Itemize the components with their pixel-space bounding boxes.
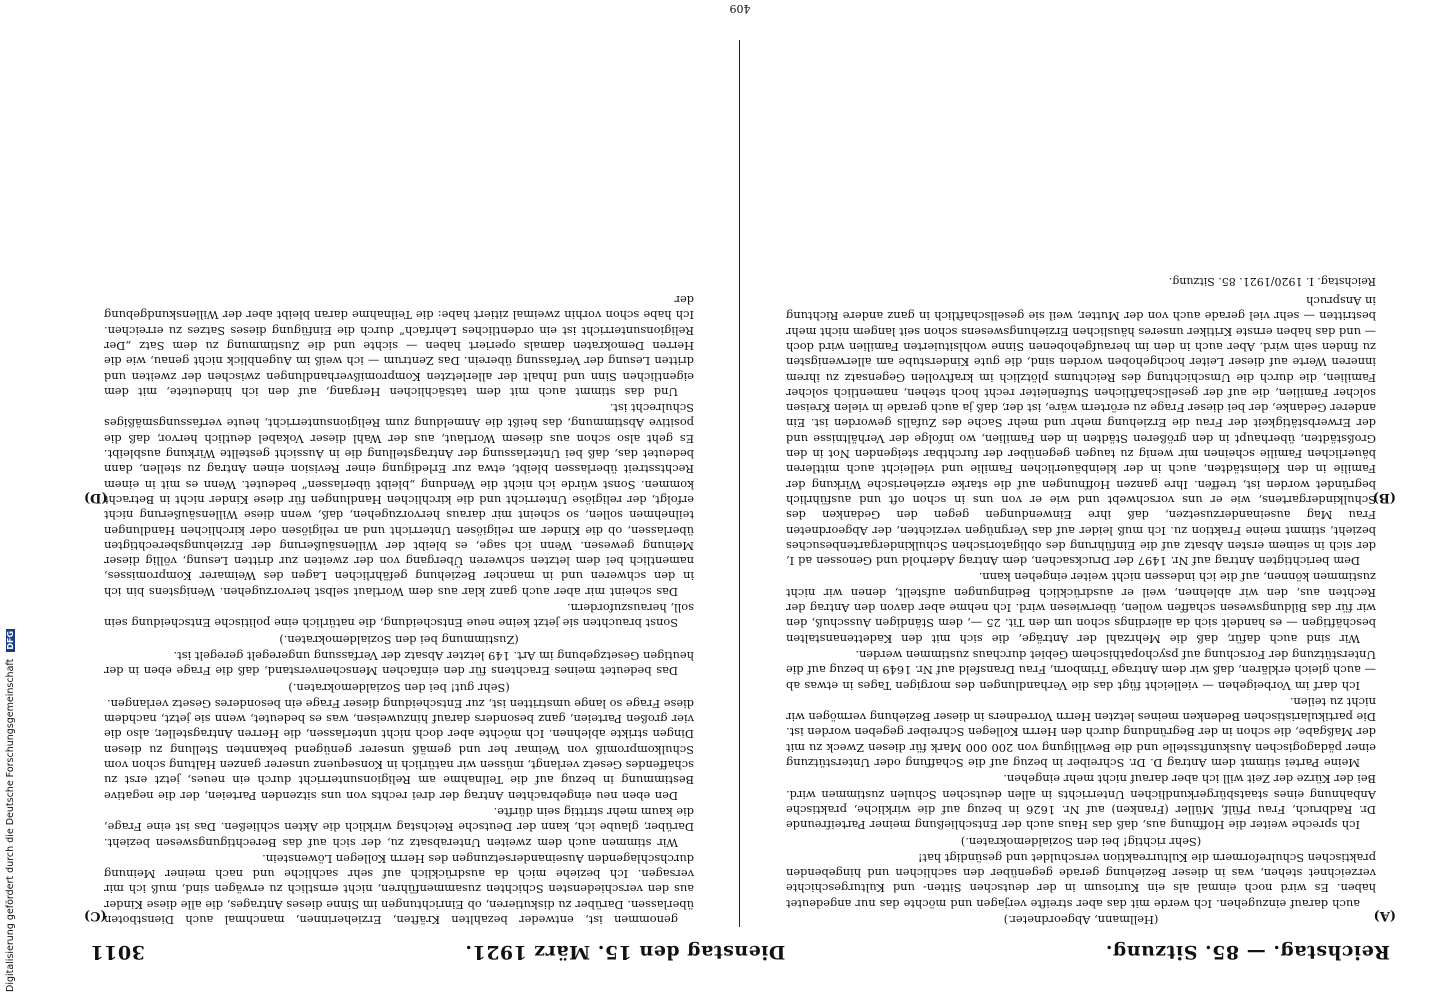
paragraph: genommen ist, entweder bezahlten Kräften, Erzieherinnen, manchmal auch Dienstboten überlassen. Darüber zu diskutieren, ob Einrichtungen im Sinne dieses Antrages, die alle diese Kinder aus den verschiedensten Schichten zusammenführen, nicht ernstlich zu erwägen sind, muß ich mir versagen. Ich beziehe mich da ausdrücklich auf sehr sachliche und nach meiner Meinung durchschlagenden Auseinandersetzungen des Herrn Kollegen Löwenstein. [104, 851, 694, 927]
marker-c: (C) [84, 908, 107, 923]
paragraph: auch darauf einzugehen. Ich werde mit das aber streifte verjagen und möchte das nur angedeutet haben. Es wird noch einmal als ein Kuriosum in der deutschen Sitten- und Kulturgeschichte verzeichnet stehen, was in dieser Beziehung gerade gegenüber den sachlichen und hingebenden praktischen Schulreformern die Kulturreaktion verschuldet und gesündigt hat! [786, 850, 1376, 911]
side-credit-text: Digitalisierung gefördert durch die Deutsche Forschungsgemeinschaft [5, 658, 16, 992]
side-credit [4, 72, 18, 992]
header-center: Dienstag den 15. März 1921. [464, 941, 786, 963]
paragraph: Ich spreche weiter die Hoffnung aus, daß das Haus auch der Entschließung meiner Parteifreunde Dr. Radbruch, Frau Pfülf, Müller (Franken) auf Nr. 1626 in bezug auf die wirkliche, praktische Anbahnung eines staatsbürgerkundlichen Unterrichts in allen deutschen Schulen zustimmen wird. Bei der Kürze der Zeit will ich aber darauf nicht mehr eingehen. [786, 772, 1376, 833]
page-header [90, 937, 1390, 967]
column-footer: Reichstag. I. 1920/1921. 85. Sitzung. [1168, 274, 1376, 288]
paragraph: Ich darf im Vorbeigehen — vielleicht fügt das die Verhandlungen des morgigen Tages in etwas ab — auch gleich erklären, daß wir dem Antrage Trimborn, Frau Dransfeld auf Nr. 1649 in bezug auf die Unterstützung der Forschung auf psychopathischem Gebiet durchaus zustimmen werden. [786, 647, 1376, 693]
paragraph: Wir stimmen auch dem zweiten Unterabsatz zu, der sich auf das Berechtigungswesen bezieht. Darüber, glaube ich, kann der Deutsche Reichstag wirklich die Akten schließen. Das ist eine Frage, die kaum mehr strittig sein dürfte. [104, 804, 694, 850]
right-column [104, 40, 694, 927]
paragraph: Dem berichtigten Antrag auf Nr. 1497 der Drucksachen, dem Antrag Aderhold und Genossen ad I, der sich in seinem ersten Absatz auf die Einführung des obligatorischen Schulkindergartenbesuches bezieht, stimmt meine Fraktion zu. Ich muß leider auf das Vergnügen verzichten, der Abgeordneten Frau Mag auseinanderzusetzen, daß ihre Einwendungen gegen den Gedanken des Schulkindergartens, wie er uns vorschwebt und wie er von uns in schon oft und ausführlich begründet worden ist, treffen. Ihre ganzen Hoffnungen auf die starke erzieherische Wirkung der Familie in den Kleinstädten, auch in der kleinbäuerlichen Familie und vielleicht auch mittleren bäuerlichen Familie scheinen mir wenig zu taugen gegenüber der furchtbar steigenden Not in den Großstädten, überhaupt in den größeren Städten in den Familien, wo infolge der Verhältnisse und der Erwerbstätigkeit der Frau die Erziehung mehr und mehr Sache des Zufalls geworden ist. Ein anderer Gedanke, der bei dieser Frage zu erörtern wäre, ist der, daß ja auch gerade in vielen Kreisen solcher Familien, die auf der gesellschaftlichen Stufenleiter recht hoch stehen, namentlich solcher Familien, die durch die Umschichtung des Reichtums plötzlich im kraftvollen Gegensatz zu ihrem inneren Werte auf dieser Leiter hochgehoben worden sind, die gute Kinderstube am allerwenigsten zu finden sein wird. Aber auch in den im heraufgehobenen Sinne wohlsituierten Familien wird doch — und das haben ernste Kritiker unseres häuslichen Erziehungswesens schon seit langem nicht mehr bestritten — sehr viel gerade auch von der Mutter, weil sie gesellschaftlich in ganz andere Richtung in Anspruch [786, 294, 1376, 569]
marker-b: (B) [1372, 490, 1396, 505]
interjection: (Sehr richtig! bei den Sozialdemokraten.) [960, 834, 1202, 849]
interjection: (Sehr gut! bei den Sozialdemokraten.) [288, 680, 510, 695]
header-left: Reichstag. — 85. Sitzung. [1105, 941, 1390, 963]
paragraph: Das scheint mir aber auch ganz klar aus dem Wortlaut selbst hervorzugehen. Wenigstens bin ich in den schweren und in mancher Beziehung gefährlichen Lagen des Weimarer Kompromisses, namentlich bei dem letzten schweren Übergang von der zweiten zur dritten Lesung, völlig dieser Meinung gewesen. Wenn ich sage, es bleibt der Willensäußerung der Erziehungsberechtigten überlassen, ob die Kinder am religiösen Unterricht und an religiösen oder kirchlichen Handlungen teilnehmen sollen, so scheint mir daraus hervorzugehen, daß, wenn diese Willensäußerung nicht erfolgt, der religiöse Unterricht und die kirchlichen Handlungen für diese Kinder nicht in Betracht kommen. Sonst würde ich nicht die Wendung „bleibt überlassen“ bedeutet. Wenn es mit in einem Rechtsstreit überlassen bleibt, etwa zur Erledigung einer Revision einen Antrag zu stellen, dann bedeutet das, daß bei Unterlassung der Antragstellung die in Aussicht gestellte Wirkung ausbleibt. Es geht also schon aus diesem Wortlaut, aus der Wahl dieser Vokabel deutlich hervor, daß die positive Abstimmung, das heißt die Anmeldung zum Religionsunterricht, heute verfassungsmäßiges Schulrecht ist. [104, 401, 694, 599]
paragraph: Sonst brauchten sie jetzt keine neue Entscheidung, die natürlich eine politische Entscheidung sein soll, herauszufordern. [104, 601, 694, 631]
dfg-logo-icon: DFG [6, 630, 15, 650]
paragraph: (Hellmann, Abgeordneter.) [1003, 913, 1159, 927]
marker-d: (D) [84, 490, 108, 505]
marker-a: (A) [1373, 908, 1396, 923]
paragraph: Das bedeutet meines Erachtens für den einfachen Menschenverstand, daß die Frage eben in der heutigen Gesetzgebung im Art. 149 letzter Absatz der Verfassung ungeregelt geregelt ist. [104, 648, 694, 679]
paragraph: Und das stimmt auch mit dem tatsächlichen Hergang, auf den ich hindeutete, mit dem eigentlichen Sinn und Inhalt der allerletzten Kompromißverhandlungen zwischen der zweiten und dritten Lesung der Verfassung überein. Das Zentrum — ich weiß im Augenblick nicht genau, wie die Herren Demokraten damals operiert haben — sichte und die Zustimmung zu dem Satz „Der Religionsunterricht ist ein ordentliches Lehrfach“ durch die Einfügung dieses Satzes zu erreichen. Ich habe schon vorhin zweimal zitiert habe: die Teilnahme daran bleibt aber der Willenskundgebung der [104, 293, 694, 399]
header-page-number: 3011 [89, 941, 145, 963]
newspaper-sheet [80, 2, 1400, 975]
interjection: (Zustimmung bei den Sozialdemokraten.) [279, 632, 519, 647]
paragraph: Den eben neu eingebrachten Antrag der drei rechts von uns sitzenden Parteien, der die negative Bestimmung in bezug auf die Teilnahme am Religionsunterricht durch ein neues, jetzt erst zu schaffendes Gesetz verlangt, müssen wir natürlich in Konsequenz unserer ganzen Haltung schon vom Schulkompromiß von Weimar her und gemäß unserer genügend bekannten Stellung zu diesen Dingen strikte ablehnen. Ich möchte aber doch nicht unterlassen, die Herren Antragsteller, also die vier großen Parteien, ganz besonders darauf hinzuweisen, was es bedeutet, wenn sie jetzt, nachdem diese Frage so lange umstritten ist, zur Entscheidung dieser Frage ein besonderes Gesetz verlangen. [104, 696, 694, 803]
paragraph: Wir sind auch dafür, daß die Mehrzahl der Anträge, die sich mit den Kadettenanstalten beschäftigen — es handelt sich da allerdings schon um den Tit. 25 —, dem Ständigen Ausschuß, den wir für das Bildungswesen schaffen wollen, überwiesen wird. Ich nehme aber davon den Antrag der Rechten aus, den wir ablehnen, weil er ausdrücklich Bedingungen aufstellt, denen wir nicht zustimmen können, auf die ich indessen nicht weiter eingehen kann. [786, 570, 1376, 646]
column-divider [739, 40, 740, 927]
left-column [786, 40, 1376, 927]
paragraph: Meine Partei stimmt dem Antrag D. Dr. Schreiber in bezug auf die Schaffung oder Unterstützung einer pädagogischen Auskunftsstelle und die Bewilligung von 200 000 Mark für diesen Zweck zu mit der Maßgabe, die schon in der Begründung durch den Herrn Kollegen Schreiber gegeben worden ist. Die partikularistischen Bedenken meines letzten Herrn Vorredners in dieser Beziehung vermögen wir nicht zu teilen. [786, 694, 1376, 771]
bottom-page-label: 409 [729, 2, 751, 15]
